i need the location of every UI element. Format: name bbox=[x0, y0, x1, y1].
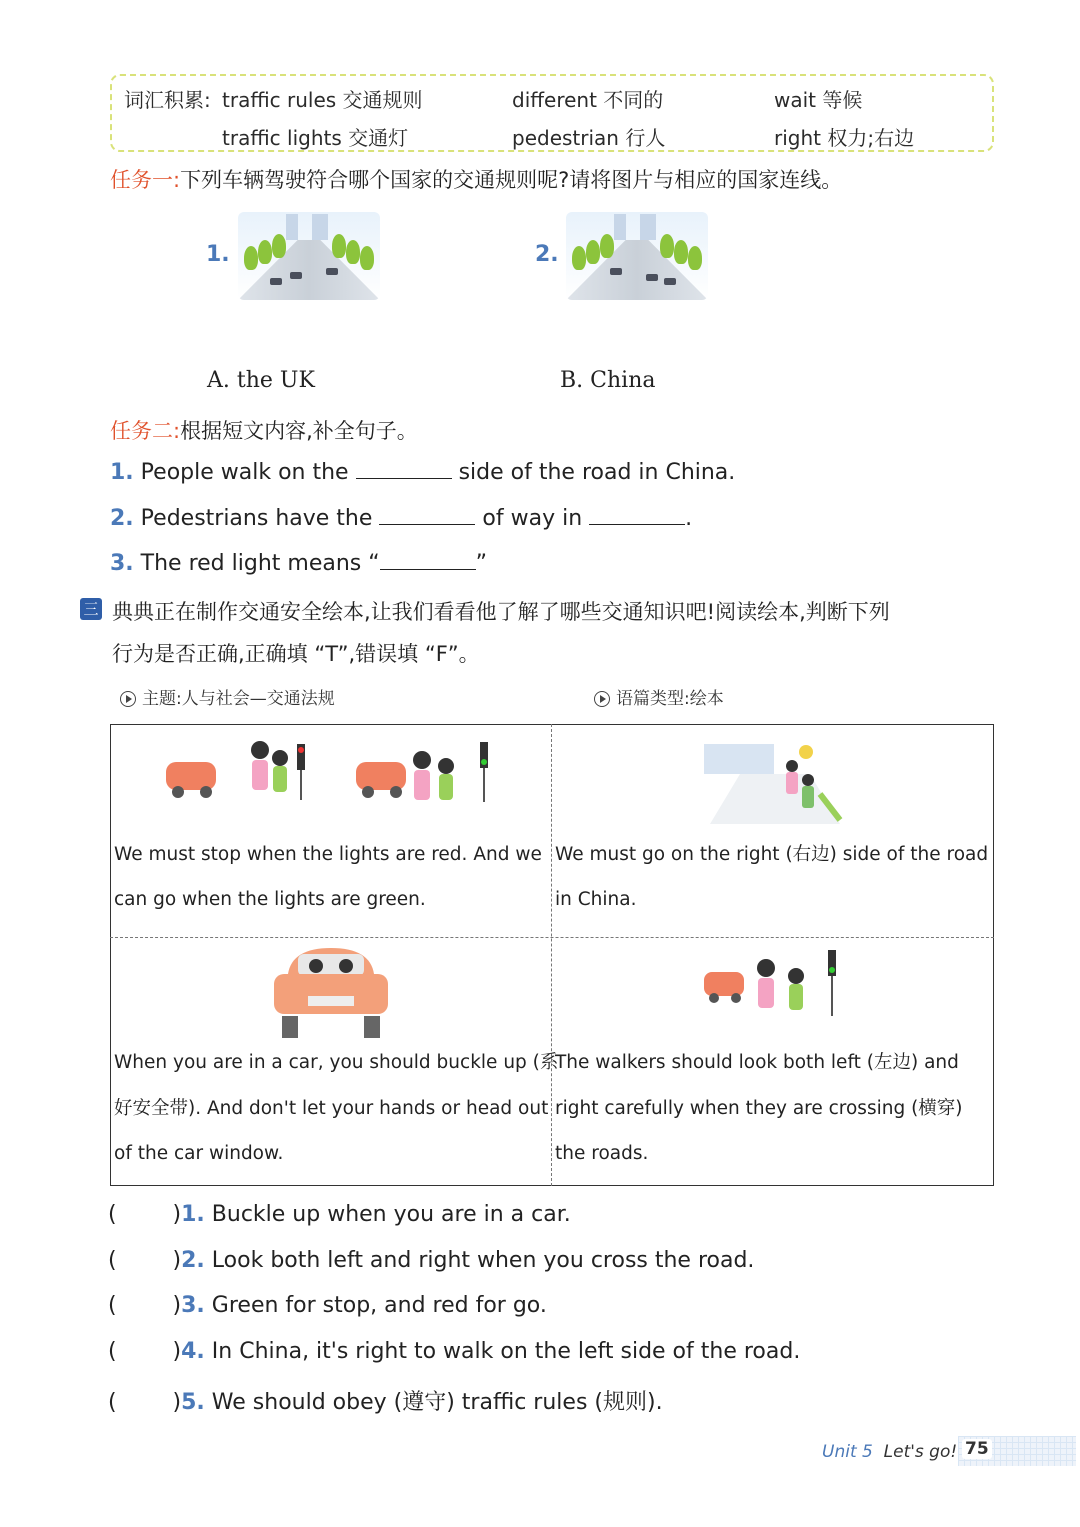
section3-instruction-line1: 典典正在制作交通安全绘本,让我们看看他了解了哪些交通知识吧!阅读绘本,判断下列 bbox=[112, 600, 890, 624]
fill-question-3: 3. The red light means “ ” bbox=[110, 551, 488, 576]
choice-b: B. China bbox=[560, 368, 656, 393]
car-illustration bbox=[268, 944, 394, 1044]
task1-instruction: 下列车辆驾驶符合哪个国家的交通规则呢?请将图片与相应的国家连线。 bbox=[180, 168, 843, 192]
page-number: 75 bbox=[962, 1439, 992, 1459]
judge-question-1: ( )1. Buckle up when you are in a car. bbox=[108, 1202, 571, 1227]
answer-paren[interactable]: ( ) bbox=[108, 1293, 182, 1318]
answer-blank[interactable] bbox=[589, 506, 685, 525]
cell-text: We must go on the right (右边) side of the road bbox=[555, 844, 989, 865]
task2-instruction: 根据短文内容,补全句子。 bbox=[180, 419, 418, 443]
traffic-light-illustration bbox=[160, 736, 510, 828]
judge-question-3: ( )3. Green for stop, and red for go. bbox=[108, 1293, 547, 1318]
cell-text: right carefully when they are crossing (横穿) bbox=[555, 1098, 963, 1119]
section3-instruction-line2: 行为是否正确,正确填 “T”,错误填 “F”。 bbox=[112, 642, 480, 666]
choice-a: A. the UK bbox=[207, 368, 315, 393]
vocab-item: right 权力;右边 bbox=[774, 126, 915, 150]
task1-heading bbox=[110, 164, 842, 194]
judge-question-4: ( )4. In China, it's right to walk on the left side of the road. bbox=[108, 1339, 801, 1364]
fill-question-2: 2. Pedestrians have the of way in . bbox=[110, 506, 693, 531]
fill-question-1: 1. People walk on the side of the road in China. bbox=[110, 460, 736, 485]
page-number-box bbox=[958, 1436, 1076, 1466]
answer-blank[interactable] bbox=[380, 551, 476, 570]
task2-label: 任务二: bbox=[110, 419, 181, 443]
cell-text: When you are in a car, you should buckle up (系 bbox=[114, 1052, 559, 1073]
answer-blank[interactable] bbox=[379, 506, 475, 525]
walkers-illustration bbox=[700, 944, 840, 1028]
table-divider bbox=[551, 724, 552, 1186]
road-picture-2 bbox=[566, 212, 708, 300]
vocab-label: 词汇积累: bbox=[124, 88, 211, 112]
answer-paren[interactable]: ( ) bbox=[108, 1202, 182, 1227]
play-icon bbox=[120, 691, 136, 707]
vocab-item: wait 等候 bbox=[774, 88, 863, 112]
vocab-item: traffic lights 交通灯 bbox=[222, 126, 409, 150]
table-divider bbox=[110, 937, 994, 938]
answer-paren[interactable]: ( ) bbox=[108, 1390, 182, 1415]
vocab-item: traffic rules 交通规则 bbox=[222, 88, 423, 112]
vocab-item: pedestrian 行人 bbox=[512, 126, 666, 150]
vocab-item: different 不同的 bbox=[512, 88, 664, 112]
task1-label: 任务一: bbox=[110, 168, 181, 192]
footer-unit: Unit 5 Let's go! bbox=[822, 1442, 958, 1462]
cell-text: in China. bbox=[555, 889, 637, 910]
cell-text: We must stop when the lights are red. And we bbox=[114, 844, 542, 865]
cell-text: can go when the lights are green. bbox=[114, 889, 426, 910]
task2-heading bbox=[110, 415, 418, 445]
answer-blank[interactable] bbox=[356, 460, 452, 479]
answer-paren[interactable]: ( ) bbox=[108, 1339, 182, 1364]
picture-number: 1. bbox=[206, 242, 230, 267]
cell-text: the roads. bbox=[555, 1143, 649, 1164]
answer-paren[interactable]: ( ) bbox=[108, 1248, 182, 1273]
play-icon bbox=[594, 691, 610, 707]
cell-text: The walkers should look both left (左边) and bbox=[555, 1052, 959, 1073]
genre-label: 语篇类型:绘本 bbox=[594, 684, 724, 709]
judge-question-5: ( )5. We should obey (遵守) traffic rules (规则). bbox=[108, 1390, 663, 1415]
section-icon: 三 bbox=[80, 598, 102, 620]
theme-label: 主题:人与社会—交通法规 bbox=[120, 684, 335, 709]
crossing-illustration bbox=[700, 740, 850, 826]
road-picture-1 bbox=[238, 212, 380, 300]
cell-text: 好安全带). And don't let your hands or head out bbox=[114, 1098, 549, 1119]
picture-number: 2. bbox=[535, 242, 559, 267]
judge-question-2: ( )2. Look both left and right when you cross the road. bbox=[108, 1248, 755, 1273]
cell-text: of the car window. bbox=[114, 1143, 284, 1164]
